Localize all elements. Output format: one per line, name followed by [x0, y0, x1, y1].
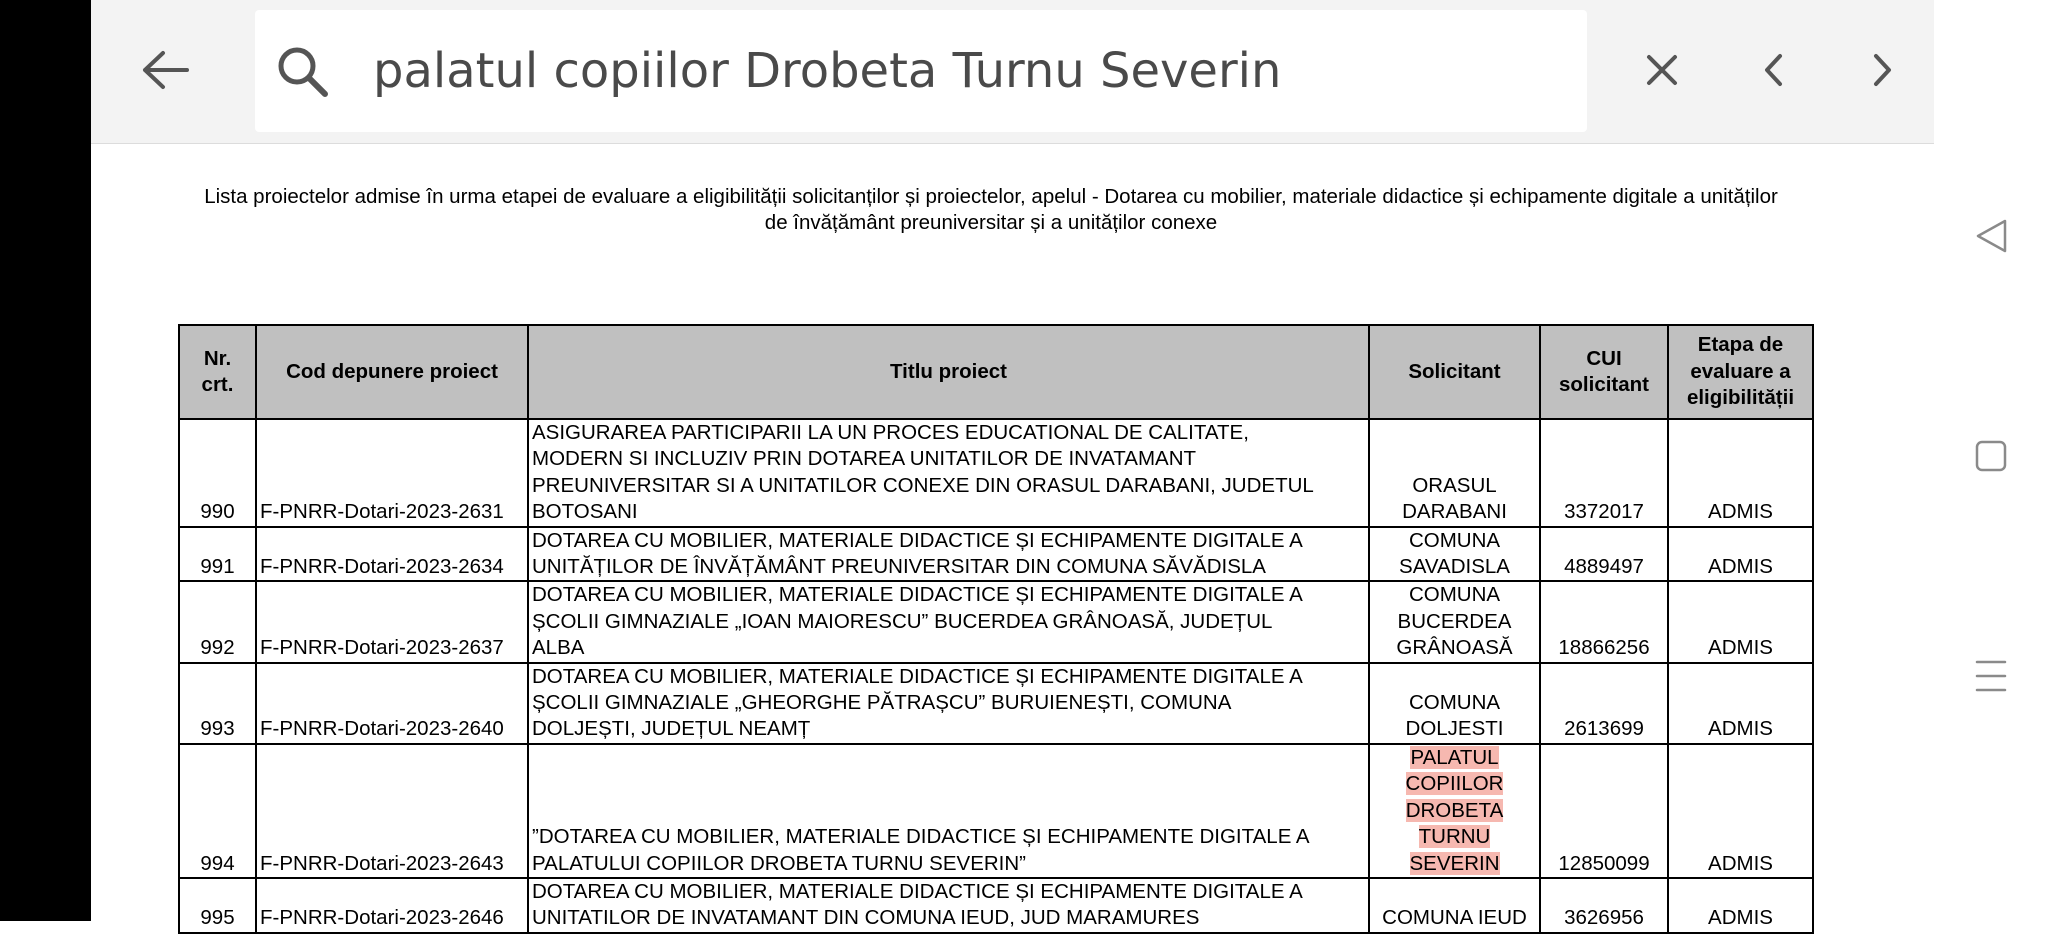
system-back-button[interactable] — [1971, 216, 2011, 256]
search-query-text[interactable]: palatul copiilor Drobeta Turnu Severin — [373, 43, 1282, 99]
chevron-left-icon — [1762, 53, 1784, 87]
next-result-button[interactable] — [1855, 42, 1911, 98]
header-cod-depunere: Cod depunere proiect — [256, 325, 528, 419]
cell-etapa-evaluare: ADMIS — [1668, 419, 1813, 527]
cell-nr-crt: 994 — [179, 744, 256, 878]
cell-titlu-proiect: DOTAREA CU MOBILIER, MATERIALE DIDACTICE ȘI ECHIPAMENTE DIGITALE A UNITATILOR DE INVATAMANT DIN COMUNA IEUD, JUD MARAMURES — [528, 878, 1369, 933]
cell-cod-depunere: F-PNRR-Dotari-2023-2643 — [256, 744, 528, 878]
cell-solicitant-search-match: PALATUL COPIILOR DROBETA TURNU SEVERIN — [1369, 744, 1540, 878]
cell-solicitant: COMUNA DOLJESTI — [1369, 663, 1540, 744]
header-etapa-evaluare: Etapa de evaluare a eligibilității — [1668, 325, 1813, 419]
cell-cui-solicitant: 2613699 — [1540, 663, 1668, 744]
pdf-viewer — [91, 0, 1934, 930]
header-titlu-proiect: Titlu proiect — [528, 325, 1369, 419]
cell-etapa-evaluare: ADMIS — [1668, 527, 1813, 582]
cell-etapa-evaluare: ADMIS — [1668, 663, 1813, 744]
system-navigation-bar — [1934, 0, 2048, 921]
table-body — [179, 419, 1813, 933]
table-row — [179, 527, 1813, 582]
cell-cui-solicitant: 12850099 — [1540, 744, 1668, 878]
cell-titlu-proiect: DOTAREA CU MOBILIER, MATERIALE DIDACTICE ȘI ECHIPAMENTE DIGITALE A ȘCOLII GIMNAZIALE „IOAN MAIORESCU” BUCERDEA GRÂNOASĂ, JUDEȚUL ALBA — [528, 581, 1369, 662]
cell-solicitant: COMUNA IEUD — [1369, 878, 1540, 933]
cell-cui-solicitant: 18866256 — [1540, 581, 1668, 662]
cell-nr-crt: 990 — [179, 419, 256, 527]
header-cui-solicitant: CUI solicitant — [1540, 325, 1668, 419]
nav-recents-lines-icon — [1975, 659, 2007, 693]
cell-nr-crt: 992 — [179, 581, 256, 662]
table-row — [179, 663, 1813, 744]
cell-cod-depunere: F-PNRR-Dotari-2023-2637 — [256, 581, 528, 662]
cell-titlu-proiect: ASIGURAREA PARTICIPARII LA UN PROCES EDUCATIONAL DE CALITATE, MODERN SI INCLUZIV PRIN DOTAREA UNITATILOR DE INVATAMANT PREUNIVERSITAR SI A UNITATILOR CONEXE DIN ORASUL DARABANI, JUDETUL BOTOSANI — [528, 419, 1369, 527]
system-home-button[interactable] — [1971, 436, 2011, 476]
cell-cod-depunere: F-PNRR-Dotari-2023-2634 — [256, 527, 528, 582]
table-header-row — [179, 325, 1813, 419]
cell-solicitant: COMUNA BUCERDEA GRÂNOASĂ — [1369, 581, 1540, 662]
cell-etapa-evaluare: ADMIS — [1668, 878, 1813, 933]
cell-cod-depunere: F-PNRR-Dotari-2023-2631 — [256, 419, 528, 527]
cell-cui-solicitant: 3626956 — [1540, 878, 1668, 933]
header-nr-crt: Nr. crt. — [179, 325, 256, 419]
table-row — [179, 744, 1813, 878]
cell-nr-crt: 991 — [179, 527, 256, 582]
left-black-margin — [0, 0, 91, 921]
cell-solicitant: ORASUL DARABANI — [1369, 419, 1540, 527]
back-button[interactable] — [135, 40, 195, 100]
cell-etapa-evaluare: ADMIS — [1668, 744, 1813, 878]
cell-cui-solicitant: 4889497 — [1540, 527, 1668, 582]
cell-titlu-proiect: ”DOTAREA CU MOBILIER, MATERIALE DIDACTICE ȘI ECHIPAMENTE DIGITALE A PALATULUI COPIILOR DROBETA TURNU SEVERIN” — [528, 744, 1369, 878]
search-toolbar — [91, 0, 1934, 144]
close-icon — [1646, 54, 1678, 86]
nav-back-triangle-icon — [1974, 218, 2008, 254]
clear-search-button[interactable] — [1634, 42, 1690, 98]
document-title — [151, 184, 1831, 236]
projects-table — [178, 324, 1814, 934]
cell-titlu-proiect: DOTAREA CU MOBILIER, MATERIALE DIDACTICE ȘI ECHIPAMENTE DIGITALE A UNITĂȚILOR DE ÎNVĂȚĂMÂNT PREUNIVERSITAR DIN COMUNA SĂVĂDISLA — [528, 527, 1369, 582]
cell-titlu-proiect: DOTAREA CU MOBILIER, MATERIALE DIDACTICE ȘI ECHIPAMENTE DIGITALE A ȘCOLII GIMNAZIALE „GHEORGHE PĂTRAȘCU” BURUIENEȘTI, COMUNA DOLJEȘTI, JUDEȚUL NEAMȚ — [528, 663, 1369, 744]
cell-solicitant: COMUNA SAVADISLA — [1369, 527, 1540, 582]
chevron-right-icon — [1872, 53, 1894, 87]
arrow-left-icon — [141, 50, 189, 90]
table-row — [179, 878, 1813, 933]
table-row — [179, 581, 1813, 662]
document-page — [91, 144, 1934, 930]
cell-etapa-evaluare: ADMIS — [1668, 581, 1813, 662]
cell-nr-crt: 993 — [179, 663, 256, 744]
nav-home-square-icon — [1975, 440, 2007, 472]
cell-cod-depunere: F-PNRR-Dotari-2023-2646 — [256, 878, 528, 933]
previous-result-button[interactable] — [1745, 42, 1801, 98]
cell-cui-solicitant: 3372017 — [1540, 419, 1668, 527]
document-title-line: Lista proiectelor admise în urma etapei de evaluare a eligibilității solicitanților și proiectelor, apelul - Dotarea cu mobilier, materiale didactice și echipamente digitale a unităților — [204, 185, 1778, 208]
cell-nr-crt: 995 — [179, 878, 256, 933]
cell-cod-depunere: F-PNRR-Dotari-2023-2640 — [256, 663, 528, 744]
search-input[interactable] — [255, 10, 1587, 132]
system-recents-button[interactable] — [1971, 656, 2011, 696]
document-title-line: de învățământ preuniversitar și a unităților conexe — [764, 211, 1218, 234]
search-icon — [275, 44, 331, 100]
header-solicitant: Solicitant — [1369, 325, 1540, 419]
table-row — [179, 419, 1813, 527]
